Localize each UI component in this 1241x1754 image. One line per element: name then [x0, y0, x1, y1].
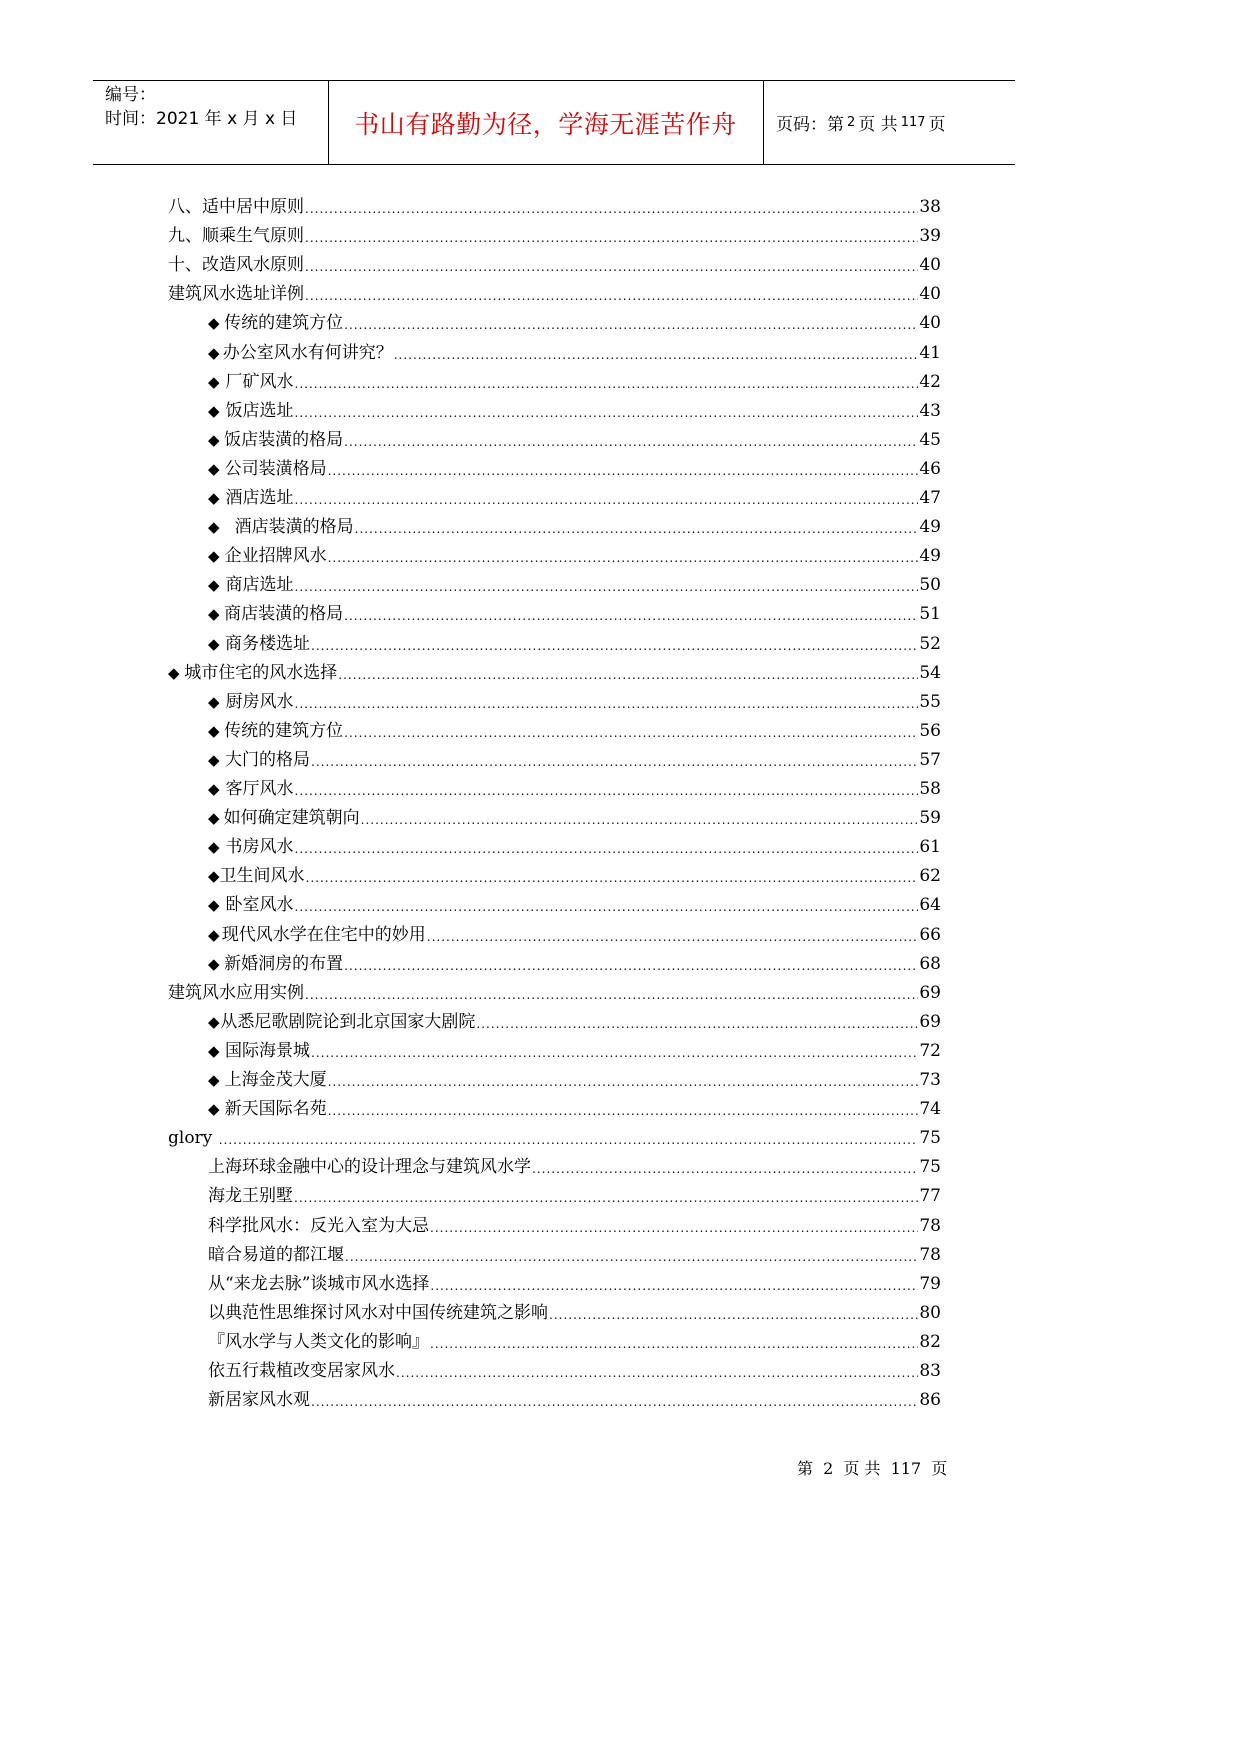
toc-entry-page: 74: [919, 1099, 941, 1120]
toc-entry-title: 商店选址: [225, 575, 294, 596]
toc-entry-page: 57: [919, 749, 941, 770]
toc-entry[interactable]: [168, 974, 941, 1003]
diamond-bullet-icon: ◆: [208, 314, 220, 333]
diamond-bullet-icon: ◆: [208, 1041, 220, 1060]
toc-entry-title: 企业招牌风水: [224, 546, 327, 567]
toc-entry-page: 52: [919, 633, 941, 654]
toc-leader-dots: [295, 376, 919, 392]
time-label: 时间：2021 年 x 月 x 日: [105, 109, 298, 129]
header-meta-cell: [93, 81, 329, 164]
toc-entry[interactable]: [208, 537, 941, 566]
toc-entry-page: 62: [919, 866, 941, 887]
toc-entry-title: 适中居中原则: [202, 197, 304, 217]
toc-entry-title: 酒店装潢的格局: [223, 517, 354, 538]
toc-entry-title: 暗合易道的都江堰: [208, 1244, 344, 1265]
toc-entry[interactable]: [208, 1061, 941, 1090]
toc-entry[interactable]: [208, 1294, 941, 1323]
toc-entry[interactable]: [168, 188, 941, 217]
toc-entry[interactable]: [208, 566, 941, 595]
diamond-bullet-icon: ◆: [208, 954, 220, 973]
toc-entry-title: 厂矿风水: [225, 371, 294, 392]
toc-entry[interactable]: [208, 1323, 941, 1352]
toc-entry-page: 40: [919, 255, 941, 276]
toc-entry-page: 49: [919, 546, 941, 567]
toc-entry-page: 55: [919, 691, 941, 712]
toc-entry-page: 83: [919, 1361, 941, 1381]
toc-entry[interactable]: [208, 945, 941, 974]
toc-leader-dots: [430, 1336, 918, 1352]
page-number: 2: [847, 115, 856, 130]
diamond-bullet-icon: ◆: [208, 925, 220, 944]
toc-entry-page: 45: [919, 429, 941, 450]
toc-entry-page: 78: [919, 1244, 941, 1265]
toc-leader-dots: [328, 1074, 919, 1090]
toc-entry-number: 十、: [168, 255, 202, 276]
toc-entry-title: glory: [168, 1128, 218, 1149]
toc-entry-title: 办公室风水有何讲究？: [222, 342, 393, 363]
toc-entry-title: 新居家风水观: [208, 1390, 310, 1411]
diamond-bullet-icon: ◆: [208, 1012, 220, 1031]
toc-entry-title: 书房风水: [225, 837, 294, 858]
toc-entry[interactable]: [168, 654, 941, 683]
toc-entry-title: 上海金茂大厦: [224, 1070, 327, 1090]
toc-leader-dots: [305, 288, 918, 304]
toc-entry[interactable]: [208, 625, 941, 654]
toc-entry-page: 39: [919, 226, 941, 247]
toc-entry-page: 64: [919, 895, 941, 916]
toc-leader-dots: [338, 667, 918, 683]
diamond-bullet-icon: ◆: [208, 721, 220, 740]
toc-leader-dots: [549, 1307, 918, 1323]
toc-entry-title: 客厅风水: [225, 779, 294, 799]
toc-entry[interactable]: [208, 1148, 941, 1177]
toc-entry-page: 68: [919, 953, 941, 974]
toc-leader-dots: [295, 696, 919, 712]
toc-leader-dots: [295, 405, 919, 421]
toc-entry-title: 顺乘生气原则: [202, 226, 304, 247]
toc-leader-dots: [305, 230, 918, 246]
toc-entry[interactable]: [208, 741, 941, 770]
footer-suffix: 页: [931, 1459, 948, 1478]
toc-leader-dots: [294, 1190, 918, 1206]
toc-entry-page: 78: [919, 1215, 941, 1236]
toc-entry[interactable]: [208, 595, 941, 624]
toc-entry-page: 54: [919, 662, 941, 683]
toc-entry[interactable]: [208, 1381, 941, 1410]
toc-entry-page: 75: [919, 1128, 941, 1149]
toc-leader-dots: [344, 317, 918, 333]
toc-entry[interactable]: [208, 1352, 941, 1381]
toc-leader-dots: [476, 1016, 918, 1032]
toc-leader-dots: [344, 434, 918, 450]
toc-entry-title: 建筑风水应用实例: [168, 982, 304, 1003]
toc-leader-dots: [295, 783, 919, 799]
toc-leader-dots: [311, 638, 918, 654]
toc-entry-page: 77: [919, 1186, 941, 1207]
diamond-bullet-icon: ◆: [208, 809, 220, 828]
toc-leader-dots: [328, 463, 919, 479]
toc-entry-title: 传统的建筑方位: [224, 313, 344, 334]
toc-entry[interactable]: [208, 857, 941, 886]
diamond-bullet-icon: ◆: [168, 663, 180, 682]
toc-entry-title: 传统的建筑方位: [224, 720, 344, 741]
toc-entry[interactable]: [208, 916, 941, 945]
footer-page-total: 117: [890, 1459, 922, 1478]
toc-leader-dots: [345, 1249, 918, 1265]
toc-entry-title: 以典范性思维探讨风水对中国传统建筑之影响: [208, 1302, 548, 1323]
toc-entry-title: 城市住宅的风水选择: [184, 662, 338, 683]
footer-page-number: 2: [823, 1459, 834, 1478]
toc-leader-dots: [328, 550, 919, 566]
header-page-cell: [764, 81, 1015, 164]
diamond-bullet-icon: ◆: [208, 838, 220, 857]
toc-entry[interactable]: [168, 1119, 941, 1148]
diamond-bullet-icon: ◆: [208, 634, 220, 653]
toc-leader-dots: [295, 579, 919, 595]
toc-entry-page: 79: [919, 1273, 941, 1294]
toc-entry-title: 酒店选址: [225, 488, 294, 508]
diamond-bullet-icon: ◆: [208, 430, 220, 449]
diamond-bullet-icon: ◆: [208, 692, 220, 711]
toc-entry-page: 59: [919, 808, 941, 829]
toc-entry[interactable]: [208, 392, 941, 421]
toc-entry[interactable]: [208, 1207, 941, 1236]
diamond-bullet-icon: ◆: [208, 459, 220, 478]
toc-entry[interactable]: [208, 828, 941, 857]
toc-entry[interactable]: [208, 1090, 941, 1119]
diamond-bullet-icon: ◆: [208, 750, 220, 769]
toc-leader-dots: [219, 1132, 919, 1148]
toc-leader-dots: [295, 841, 919, 857]
diamond-bullet-icon: ◆: [208, 1100, 220, 1119]
toc-leader-dots: [430, 1220, 918, 1236]
diamond-bullet-icon: ◆: [208, 372, 220, 391]
toc-entry-page: 69: [919, 1011, 941, 1032]
diamond-bullet-icon: ◆: [208, 605, 220, 624]
toc-entry-page: 61: [919, 837, 941, 858]
toc-leader-dots: [328, 1103, 919, 1119]
toc-entry[interactable]: [168, 246, 941, 275]
toc-entry-number: 八、: [168, 197, 202, 217]
toc-leader-dots: [305, 201, 918, 217]
toc-entry-title: 从“来龙去脉”谈城市风水选择: [208, 1273, 430, 1294]
toc-entry[interactable]: [208, 683, 941, 712]
diamond-bullet-icon: ◆: [208, 1071, 220, 1089]
toc-entry-title: 从悉尼歌剧院论到北京国家大剧院: [220, 1011, 476, 1032]
toc-entry-title: 商务楼选址: [225, 633, 311, 654]
toc-entry-page: 56: [919, 720, 941, 741]
toc-entry-title: 公司装潢格局: [224, 458, 327, 479]
toc-leader-dots: [311, 1045, 918, 1061]
toc-entry-title: 新天国际名苑: [224, 1099, 327, 1120]
toc-leader-dots: [311, 754, 918, 770]
toc-leader-dots: [396, 1365, 918, 1381]
toc-leader-dots: [427, 929, 919, 945]
page-prefix: 页码：第: [776, 115, 844, 135]
toc-entry-title: 依五行栽植改变居家风水: [208, 1361, 395, 1381]
toc-entry[interactable]: [208, 334, 941, 363]
toc-entry[interactable]: [208, 450, 941, 479]
diamond-bullet-icon: ◆: [208, 343, 220, 362]
toc-entry-page: 42: [919, 371, 941, 392]
toc-entry-page: 40: [919, 284, 941, 305]
toc-leader-dots: [430, 1278, 918, 1294]
toc-entry-page: 51: [919, 604, 941, 625]
toc-entry[interactable]: [208, 712, 941, 741]
toc-entry-page: 49: [919, 517, 941, 538]
toc-entry-page: 69: [919, 982, 941, 1003]
page-mid: 页 共: [858, 115, 898, 135]
toc-entry[interactable]: [208, 363, 941, 392]
toc-entry[interactable]: [208, 1032, 941, 1061]
toc-entry-title: 厨房风水: [225, 691, 294, 712]
footer-mid: 页 共: [843, 1459, 881, 1478]
toc-entry-title: 新婚洞房的布置: [224, 953, 344, 974]
page-footer: [797, 1456, 947, 1479]
toc-entry-page: 82: [919, 1331, 941, 1352]
toc-leader-dots: [532, 1161, 918, 1177]
toc-entry[interactable]: [208, 1236, 941, 1265]
header-motto-cell: [328, 81, 764, 164]
toc-leader-dots: [394, 347, 919, 363]
toc-entry-page: 86: [919, 1390, 941, 1411]
toc-entry[interactable]: [208, 886, 941, 915]
toc-leader-dots: [295, 492, 919, 508]
toc-entry-page: 47: [919, 488, 941, 508]
footer-prefix: 第: [797, 1459, 814, 1478]
toc-entry-title: 上海环球金融中心的设计理念与建筑风水学: [208, 1157, 531, 1178]
toc-leader-dots: [361, 812, 919, 828]
toc-leader-dots: [305, 987, 918, 1003]
diamond-bullet-icon: ◆: [208, 576, 220, 595]
toc-entry[interactable]: [208, 1003, 941, 1032]
toc-entry-number: 九、: [168, 226, 202, 247]
toc-entry[interactable]: [208, 508, 941, 537]
toc-entry-page: 73: [919, 1070, 941, 1090]
toc-entry-title: 如何确定建筑朝向: [223, 808, 360, 829]
toc-entry-page: 46: [919, 458, 941, 479]
toc-entry-title: 海龙王别墅: [208, 1186, 293, 1207]
number-label: 编号：: [105, 85, 156, 105]
toc-leader-dots: [344, 608, 918, 624]
toc-entry[interactable]: [208, 304, 941, 333]
toc-entry-title: 商店装潢的格局: [224, 604, 344, 625]
page-header: [93, 80, 1015, 165]
toc-entry-title: 卧室风水: [225, 895, 294, 916]
toc-entry-page: 40: [919, 313, 941, 334]
toc-entry[interactable]: [208, 799, 941, 828]
toc-entry[interactable]: [208, 1265, 941, 1294]
toc-entry[interactable]: [168, 217, 941, 246]
toc-entry-page: 80: [919, 1302, 941, 1323]
motto-text: 书山有路勤为径，学海无涯苦作舟: [354, 109, 737, 139]
page-suffix: 页: [928, 115, 946, 135]
toc-entry[interactable]: [208, 1177, 941, 1206]
toc-leader-dots: [306, 870, 919, 886]
toc-entry-page: 66: [919, 924, 941, 945]
toc-entry-title: 饭店装潢的格局: [224, 429, 344, 450]
toc-leader-dots: [344, 725, 918, 741]
toc-leader-dots: [295, 899, 919, 915]
toc-entry-page: 58: [919, 779, 941, 799]
toc-entry-title: 『风水学与人类文化的影响』: [208, 1331, 429, 1352]
diamond-bullet-icon: ◆: [208, 518, 220, 537]
toc-entry-page: 50: [919, 575, 941, 596]
toc-entry-page: 41: [919, 342, 941, 363]
toc-entry-title: 饭店选址: [225, 400, 294, 421]
toc-leader-dots: [305, 259, 918, 275]
toc-entry-title: 卫生间风水: [219, 866, 305, 887]
toc-leader-dots: [344, 958, 918, 974]
toc-entry-title: 国际海景城: [225, 1040, 311, 1061]
page-total: 117: [900, 115, 926, 130]
toc-leader-dots: [355, 521, 919, 537]
diamond-bullet-icon: ◆: [208, 547, 220, 566]
toc-entry-title: 现代风水学在住宅中的妙用: [221, 924, 426, 945]
diamond-bullet-icon: ◆: [208, 401, 220, 420]
diamond-bullet-icon: ◆: [208, 780, 220, 798]
toc-leader-dots: [311, 1394, 918, 1410]
toc-entry-page: 38: [919, 197, 941, 217]
toc-entry-title: 改造风水原则: [202, 255, 304, 276]
diamond-bullet-icon: ◆: [208, 867, 220, 886]
toc-entry-page: 72: [919, 1040, 941, 1061]
diamond-bullet-icon: ◆: [208, 489, 220, 507]
toc-entry-title: 科学批风水：反光入室为大忌: [208, 1215, 429, 1236]
toc-entry[interactable]: [168, 275, 941, 304]
toc-entry-title: 建筑风水选址详例: [168, 284, 304, 305]
toc-entry[interactable]: [208, 421, 941, 450]
toc-entry[interactable]: [208, 479, 941, 508]
toc-entry-page: 75: [919, 1157, 941, 1178]
toc-entry-page: 43: [919, 400, 941, 421]
toc-entry-title: 大门的格局: [225, 749, 311, 770]
toc-entry[interactable]: [208, 770, 941, 799]
diamond-bullet-icon: ◆: [208, 896, 220, 915]
